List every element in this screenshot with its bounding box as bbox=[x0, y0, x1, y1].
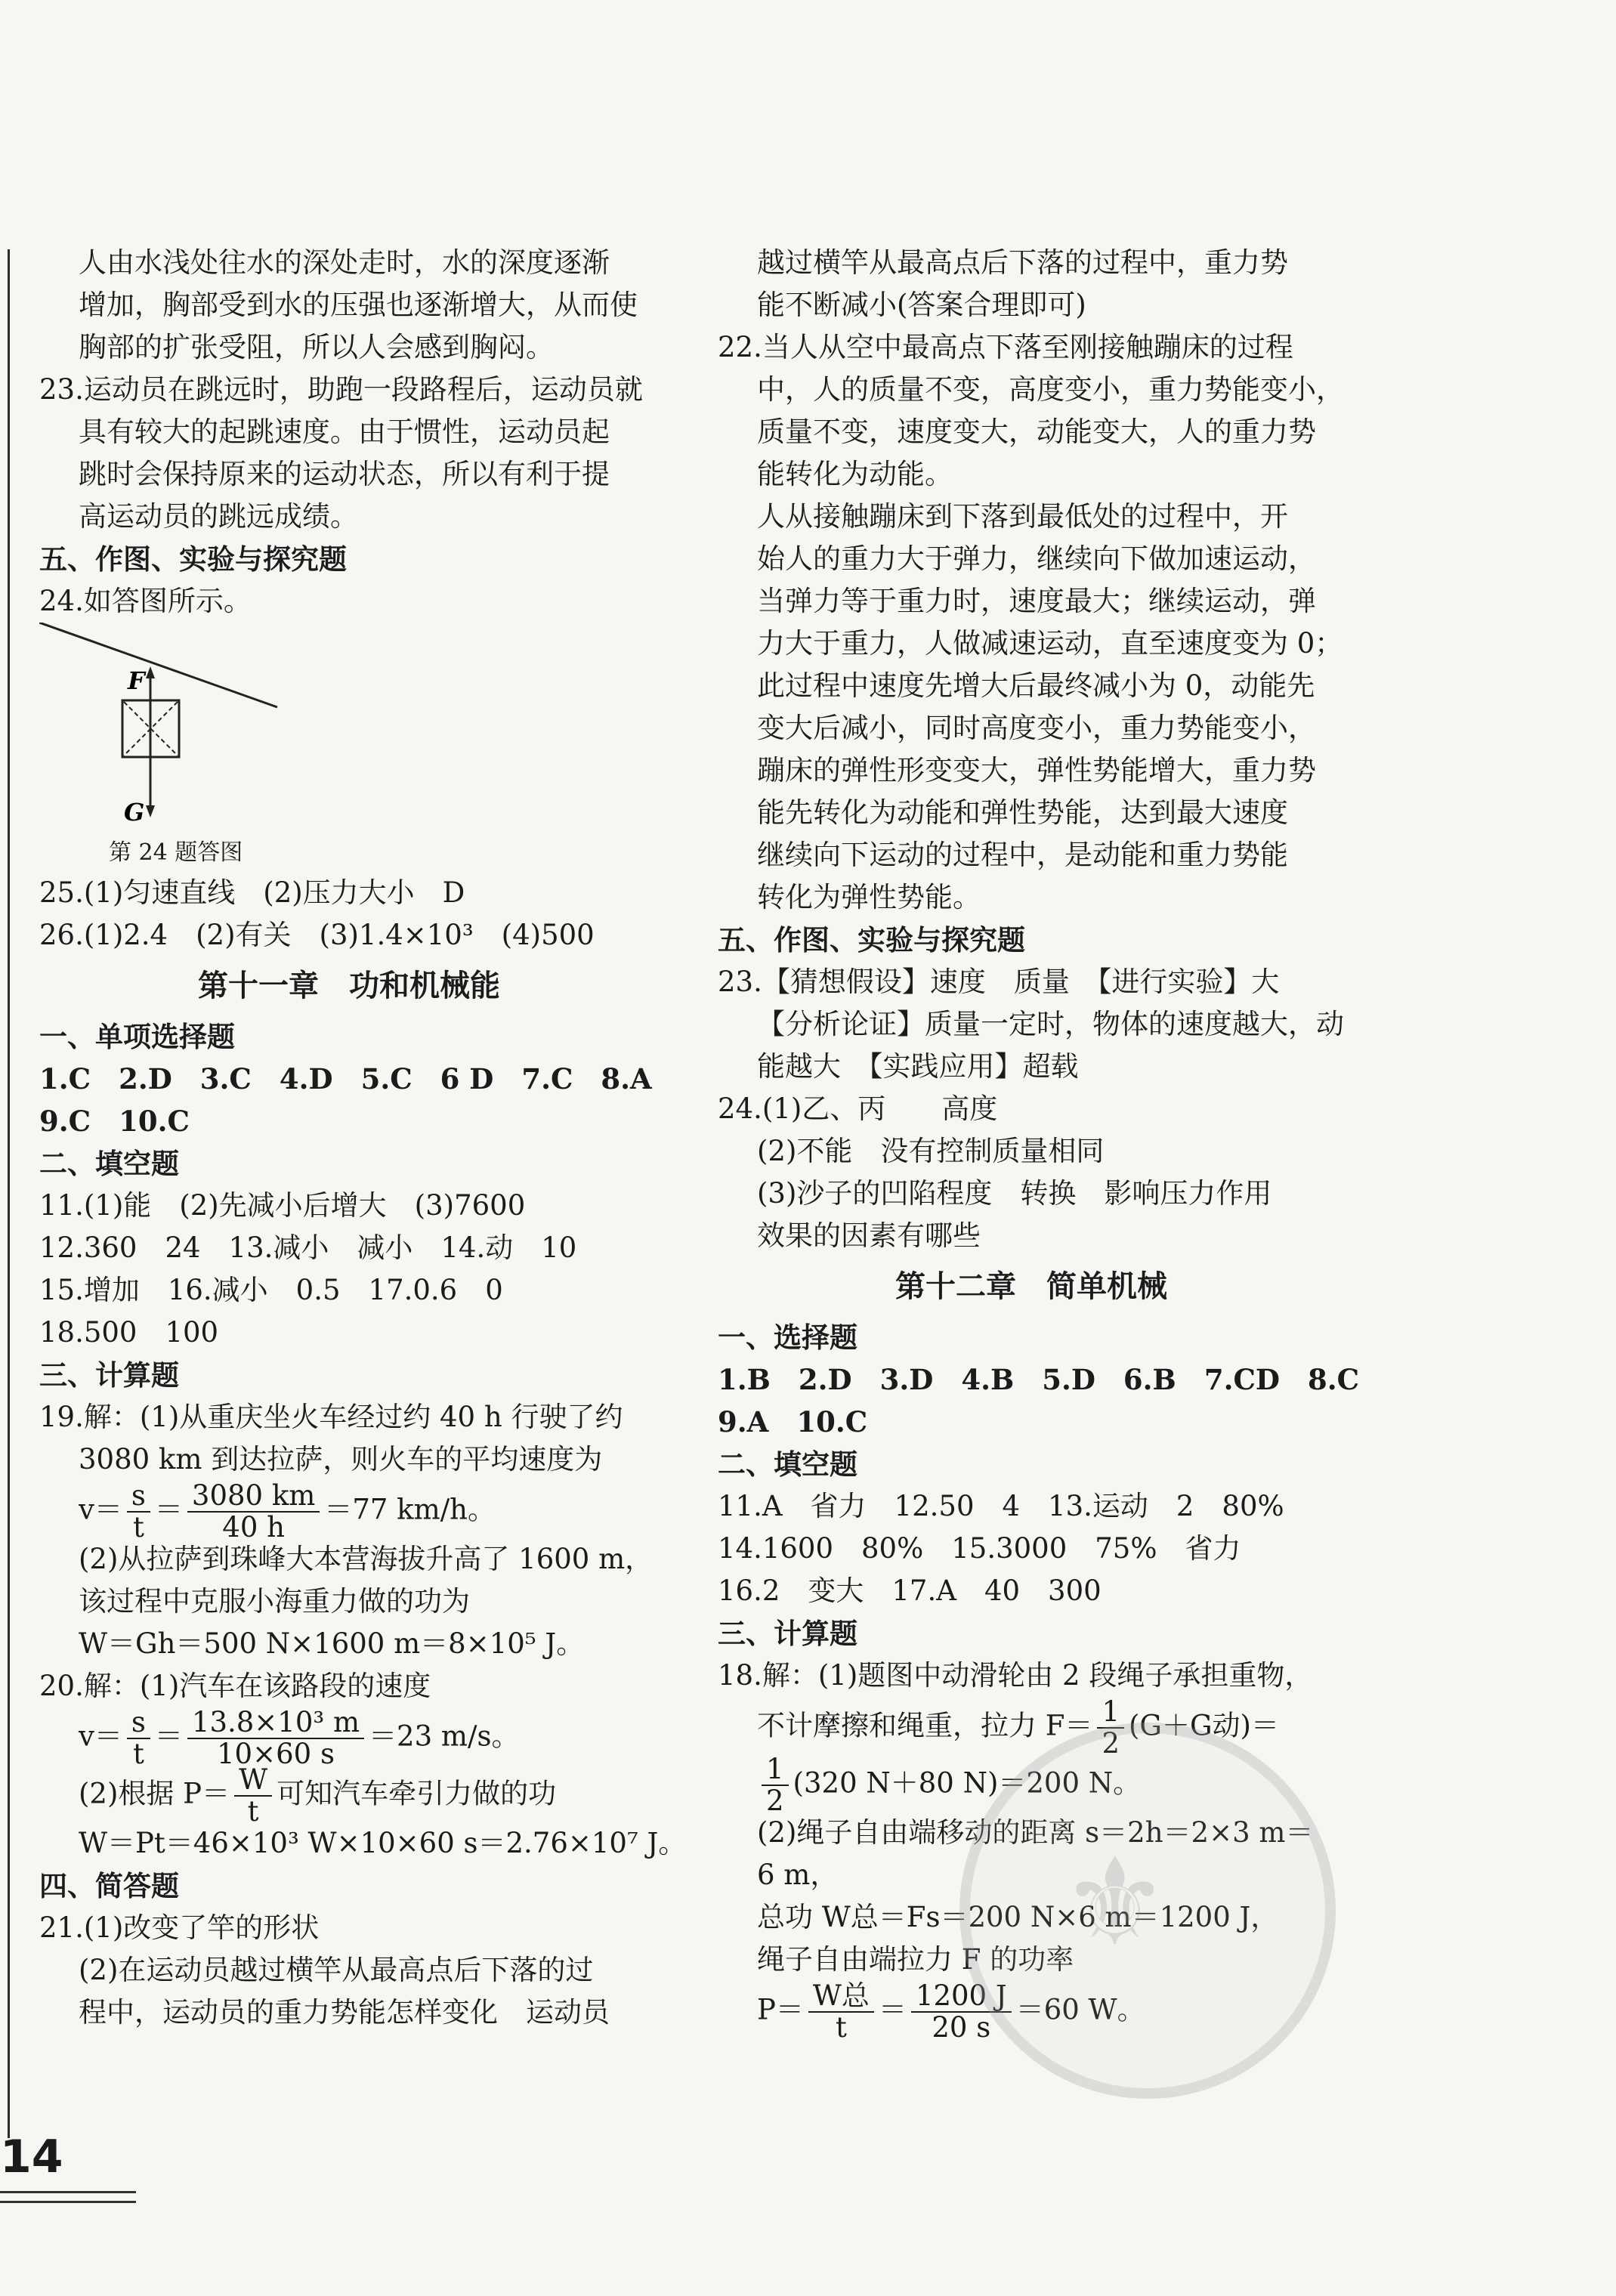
text-line: 质量不变，速度变大，动能变大，人的重力势 bbox=[757, 416, 1316, 448]
text-line: 6 m， bbox=[757, 1859, 839, 1891]
answer-22: 22.当人从空中最高点下落至刚接触蹦床的过程 bbox=[718, 331, 1293, 363]
formula bbox=[39, 1479, 659, 1544]
text-line: 变大后减小，同时高度变小，重力势能变小， bbox=[757, 712, 1316, 744]
answer-26: 26.(1)2.4 (2)有关 (3)1.4×10³ (4)500 bbox=[39, 919, 595, 951]
text-line: 能转化为动能。 bbox=[757, 458, 953, 490]
text-line: 3080 km 到达拉萨，则火车的平均速度为 bbox=[79, 1443, 603, 1476]
text-line: W＝Pt＝46×10³ W×10×60 s＝2.76×10⁷ J。 bbox=[79, 1827, 687, 1859]
fraction bbox=[187, 1481, 320, 1543]
chapter-title: 第十二章 简单机械 bbox=[895, 1269, 1167, 1304]
fill-answers: 11.(1)能 (2)先减小后增大 (3)7600 bbox=[39, 1189, 526, 1222]
text-line: (2)绳子自由端移动的距离 s＝2h＝2×3 m＝ bbox=[757, 1816, 1314, 1849]
text-line: 当弹力等于重力时，速度最大；继续运动，弹 bbox=[757, 585, 1316, 617]
numerator: 13.8×10³ m bbox=[187, 1707, 364, 1739]
formula-part: 不计摩擦和绳重，拉力 F＝ bbox=[757, 1709, 1093, 1742]
answer-25: 25.(1)匀速直线 (2)压力大小 D bbox=[39, 876, 465, 909]
denominator: t bbox=[835, 2011, 847, 2044]
answer-24: 24.如答图所示。 bbox=[39, 585, 252, 617]
answer-21: 21.(1)改变了竿的形状 bbox=[39, 1911, 320, 1944]
fill-answers: 15.增加 16.减小 0.5 17.0.6 0 bbox=[39, 1274, 503, 1306]
left-column bbox=[39, 242, 687, 2034]
answer-18: 18.解：(1)题图中动滑轮由 2 段绳子承担重物， bbox=[718, 1659, 1313, 1692]
text-line: 效果的因素有哪些 bbox=[757, 1219, 981, 1252]
answer-24: 24.(1)乙、丙 高度 bbox=[718, 1092, 998, 1125]
numerator: W bbox=[234, 1765, 272, 1797]
text-line: 能先转化为动能和弹性势能，达到最大速度 bbox=[757, 796, 1288, 829]
answer-23: 23.【猜想假设】速度 质量 【进行实验】大 bbox=[718, 966, 1280, 998]
formula-part: ＝ bbox=[878, 1993, 907, 2026]
formula-part: v＝ bbox=[79, 1493, 122, 1526]
fill-answers: 16.2 变大 17.A 40 300 bbox=[718, 1574, 1102, 1607]
text-line: 能越大 【实践应用】超载 bbox=[757, 1050, 1079, 1083]
figure-caption: 第 24 题答图 bbox=[109, 839, 243, 866]
formula-part: (G＋G动)＝ bbox=[1128, 1709, 1279, 1742]
text-line: 该过程中克服小海重力做的功为 bbox=[79, 1585, 470, 1618]
formula-part: P＝ bbox=[757, 1993, 804, 2026]
formula bbox=[718, 1695, 1345, 1760]
section-heading: 一、单项选择题 bbox=[39, 1020, 235, 1053]
fraction bbox=[127, 1481, 150, 1543]
numerator: 1200 J bbox=[911, 1981, 1012, 2013]
denominator: 10×60 s bbox=[217, 1738, 335, 1770]
denominator: 20 s bbox=[932, 2011, 991, 2044]
choice-answers: 1.B 2.D 3.D 4.B 5.D 6.B 7.CD 8.C bbox=[718, 1363, 1360, 1396]
section-heading: 一、选择题 bbox=[718, 1321, 857, 1354]
fill-answers: 18.500 100 bbox=[39, 1316, 219, 1349]
denominator: 2 bbox=[766, 1785, 784, 1817]
fraction bbox=[762, 1754, 789, 1816]
text-line: 转化为弹性势能。 bbox=[757, 881, 981, 913]
text-line: W＝Gh＝500 N×1600 m＝8×10⁵ J。 bbox=[79, 1627, 585, 1660]
denominator: t bbox=[247, 1795, 259, 1828]
text-line: 中，人的质量不变，高度变小，重力势能变小， bbox=[757, 373, 1344, 406]
denominator: t bbox=[132, 1738, 144, 1770]
formula-part: (320 N＋80 N)＝200 N。 bbox=[793, 1766, 1142, 1800]
section-heading: 五、作图、实验与探究题 bbox=[718, 923, 1025, 956]
answer-20: 20.解：(1)汽车在该路段的速度 bbox=[39, 1670, 431, 1702]
denominator: 2 bbox=[1102, 1727, 1120, 1760]
incline-line bbox=[39, 623, 277, 707]
text-line: 此过程中速度先增大后最终减小为 0，动能先 bbox=[757, 669, 1315, 702]
text-line: 高运动员的跳远成绩。 bbox=[79, 500, 358, 533]
left-margin-rule bbox=[8, 249, 10, 2138]
denominator: 40 h bbox=[222, 1511, 285, 1544]
denominator: t bbox=[132, 1511, 144, 1544]
formula-part: ＝60 W。 bbox=[1015, 1993, 1145, 2026]
fraction bbox=[234, 1765, 272, 1827]
text-line: 人从接触蹦床到下落到最低处的过程中，开 bbox=[757, 500, 1288, 533]
fraction bbox=[127, 1707, 150, 1769]
text-line: 越过横竿从最高点后下落的过程中，重力势 bbox=[757, 246, 1288, 279]
formula bbox=[39, 1706, 659, 1770]
text-line: (3)沙子的凹陷程度 转换 影响压力作用 bbox=[757, 1177, 1272, 1210]
label-F: F bbox=[128, 666, 145, 695]
formula bbox=[39, 1763, 659, 1828]
fill-answers: 12.360 24 13.减小 减小 14.动 10 bbox=[39, 1231, 577, 1264]
text-line: (2)不能 没有控制质量相同 bbox=[757, 1135, 1105, 1167]
numerator: 1 bbox=[1097, 1697, 1124, 1729]
figure-24 bbox=[39, 623, 659, 834]
fill-answers: 11.A 省力 12.50 4 13.运动 2 80% bbox=[718, 1490, 1284, 1522]
text-line: 【分析论证】质量一定时，物体的速度越大，动 bbox=[757, 1008, 1344, 1040]
section-heading: 二、填空题 bbox=[718, 1448, 857, 1481]
text-line: 跳时会保持原来的运动状态，所以有利于提 bbox=[79, 458, 610, 490]
section-heading: 三、计算题 bbox=[718, 1617, 857, 1650]
answer-23: 23.运动员在跳远时，助跑一段路程后，运动员就 bbox=[39, 373, 643, 406]
numerator: 1 bbox=[762, 1754, 789, 1786]
text-line: 力大于重力，人做减速运动，直至速度变为 0； bbox=[757, 627, 1343, 660]
footer-decoration bbox=[0, 2191, 136, 2203]
formula-part: ＝77 km/h。 bbox=[324, 1493, 496, 1526]
text-line: 程中，运动员的重力势能怎样变化 运动员 bbox=[79, 1996, 610, 2029]
text-line: 绳子自由端拉力 F 的功率 bbox=[757, 1943, 1074, 1976]
page-number: 14 bbox=[0, 2131, 63, 2183]
text-line: 胸部的扩张受阻，所以人会感到胸闷。 bbox=[79, 331, 554, 363]
force-diagram bbox=[39, 623, 311, 834]
answer-19: 19.解：(1)从重庆坐火车经过约 40 h 行驶了约 bbox=[39, 1401, 623, 1433]
arrow-head-icon bbox=[146, 805, 155, 817]
choice-answers: 9.A 10.C bbox=[718, 1405, 868, 1438]
section-heading: 四、简答题 bbox=[39, 1869, 179, 1902]
numerator: 3080 km bbox=[187, 1481, 320, 1513]
text-line: 继续向下运动的过程中，是动能和重力势能 bbox=[757, 839, 1288, 871]
numerator: s bbox=[127, 1481, 150, 1513]
text-line: 具有较大的起跳速度。由于惯性，运动员起 bbox=[79, 416, 610, 448]
text-line: 总功 W总＝Fs＝200 N×6 m＝1200 J， bbox=[757, 1901, 1279, 1933]
fraction bbox=[808, 1981, 874, 2043]
text-line: 蹦床的弹性形变变大，弹性势能增大，重力势 bbox=[757, 754, 1316, 786]
formula-part: (2)根据 P＝ bbox=[79, 1777, 230, 1810]
choice-answers: 9.C 10.C bbox=[39, 1105, 190, 1138]
arrow-head-icon bbox=[146, 666, 155, 678]
formula-part: ＝ bbox=[154, 1493, 183, 1526]
section-heading: 五、作图、实验与探究题 bbox=[39, 542, 347, 576]
numerator: s bbox=[127, 1707, 150, 1739]
text-line: 始人的重力大于弹力，继续向下做加速运动， bbox=[757, 542, 1316, 575]
label-G: G bbox=[124, 798, 145, 827]
section-heading: 二、填空题 bbox=[39, 1147, 179, 1180]
fill-answers: 14.1600 80% 15.3000 75% 省力 bbox=[718, 1532, 1241, 1565]
formula-part: v＝ bbox=[79, 1720, 122, 1753]
watermark-seal bbox=[959, 1723, 1336, 2099]
text-line: 能不断减小(答案合理即可) bbox=[757, 289, 1086, 321]
formula-part: ＝ bbox=[154, 1720, 183, 1753]
text-line: 增加，胸部受到水的压强也逐渐增大，从而使 bbox=[79, 289, 638, 321]
text-line: (2)在运动员越过横竿从最高点后下落的过 bbox=[79, 1954, 594, 1986]
chapter-title: 第十一章 功和机械能 bbox=[198, 968, 500, 1003]
formula-part: 可知汽车牵引力做的功 bbox=[277, 1777, 557, 1810]
text-line: (2)从拉萨到珠峰大本营海拔升高了 1600 m， bbox=[79, 1543, 654, 1575]
choice-answers: 1.C 2.D 3.C 4.D 5.C 6 D 7.C 8.A bbox=[39, 1062, 652, 1095]
seal-emblem-icon: ⚜ bbox=[1061, 1831, 1170, 1973]
section-heading: 三、计算题 bbox=[39, 1358, 179, 1392]
fraction bbox=[187, 1707, 364, 1769]
numerator: W总 bbox=[808, 1981, 874, 2013]
formula-part: ＝23 m/s。 bbox=[369, 1720, 520, 1753]
text-line: 人由水浅处往水的深处走时，水的深度逐渐 bbox=[79, 246, 610, 279]
